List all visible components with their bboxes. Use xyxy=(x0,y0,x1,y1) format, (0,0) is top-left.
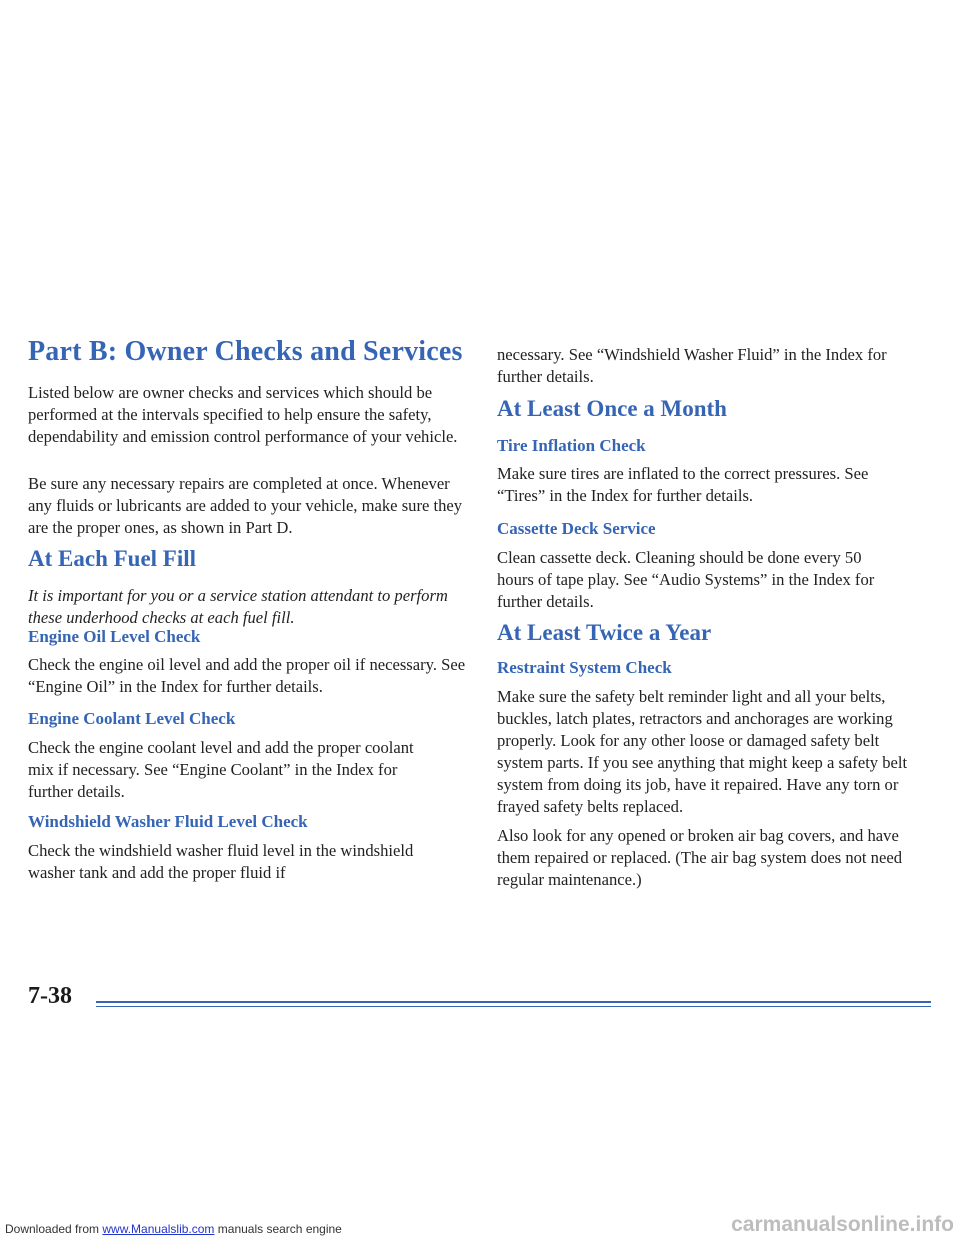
part-title: Part B: Owner Checks and Services xyxy=(28,336,463,367)
page-number: 7-38 xyxy=(28,983,72,1009)
download-banner xyxy=(5,1222,342,1236)
twice-heading: At Least Twice a Year xyxy=(497,620,712,645)
engine-oil-heading: Engine Oil Level Check xyxy=(28,627,201,646)
tire-text: Make sure tires are inflated to the correct pressures. See “Tires” in the Index for further details. xyxy=(497,464,869,505)
watermark-text: carmanualsonline.info xyxy=(731,1213,954,1236)
manualslib-link[interactable]: www.Manualslib.com xyxy=(102,1222,215,1236)
engine-oil-text: Check the engine oil level and add the proper oil if necessary. See “Engine Oil” in the Index for further details. xyxy=(28,655,466,696)
intro-paragraph: Listed below are owner checks and services which should be performed at the intervals specified to help ensure the safety, dependability and emission control performance of your vehicle. xyxy=(28,383,458,446)
tire-heading: Tire Inflation Check xyxy=(497,436,646,455)
footer-rule-thin xyxy=(96,1006,931,1007)
coolant-heading: Engine Coolant Level Check xyxy=(28,709,236,728)
monthly-heading: At Least Once a Month xyxy=(497,396,727,421)
cassette-heading: Cassette Deck Service xyxy=(497,519,656,538)
restraint-text: Make sure the safety belt reminder light and all your belts, buckles, latch plates, retractors and anchorages are working properly. Look for any other loose or damaged safety belt system parts. If you see anything that might keep a safety belt system from doing its job, have it repaired. Have any torn or frayed safety belts replaced. xyxy=(497,687,908,816)
download-prefix: Downloaded from xyxy=(5,1222,103,1236)
washer-continued-text: necessary. See “Windshield Washer Fluid” in the Index for further details. xyxy=(497,345,887,386)
cassette-text: Clean cassette deck. Cleaning should be done every 50 hours of tape play. See “Audio Systems” in the Index for further details. xyxy=(497,548,875,611)
repairs-paragraph: Be sure any necessary repairs are completed at once. Whenever any fluids or lubricants are added to your vehicle, make sure they are the proper ones, as shown in Part D. xyxy=(28,474,463,537)
download-suffix: manuals search engine xyxy=(214,1222,342,1236)
fuel-fill-heading: At Each Fuel Fill xyxy=(28,546,197,571)
fuel-fill-note: It is important for you or a service station attendant to perform these underhood checks at each fuel fill. xyxy=(28,586,448,627)
restraint-heading: Restraint System Check xyxy=(497,658,672,677)
footer-rule xyxy=(96,1001,931,1003)
washer-heading: Windshield Washer Fluid Level Check xyxy=(28,812,308,831)
airbag-text: Also look for any opened or broken air bag covers, and have them repaired or replaced. (The air bag system does not need regular maintenance.) xyxy=(497,826,902,889)
washer-text: Check the windshield washer fluid level in the windshield washer tank and add the proper fluid if xyxy=(28,841,414,882)
coolant-text: Check the engine coolant level and add the proper coolant mix if necessary. See “Engine Coolant” in the Index for further details. xyxy=(28,738,414,801)
